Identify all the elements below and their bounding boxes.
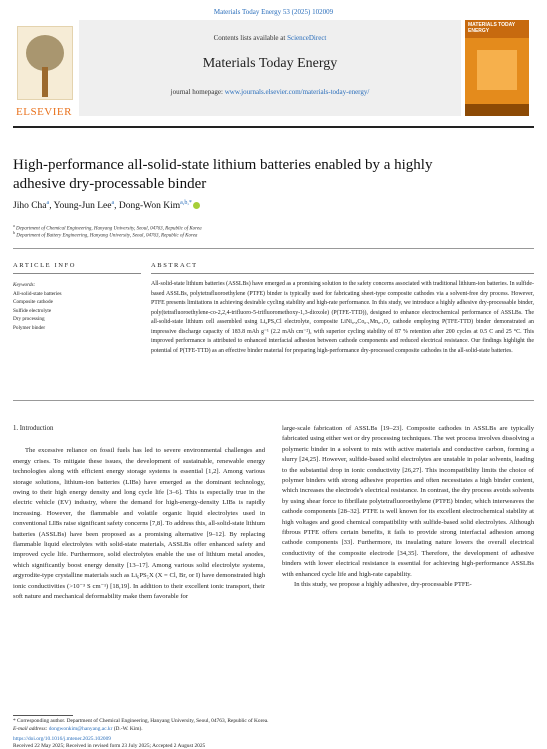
abstract-text: All-solid-state lithium batteries (ASSLBs) have emerged as a promising solution to the safety concerns associated with traditional lithium-ion batteries. In sulfide-based ASSLBs, polytetrafluoroethylene (PTFE) binder is typically used for fabricating sheet-type composite cathodes via a solvent-free dry process. However, PTFE presents limitations in achieving desirable cycling stability and high-rate performance. In this study, we introduce a highly adhesive dry-processable binder, poly(tetrafluoroethylene-co-2,2,4-trifluoro-5-trifluoromethoxy-1,3-dioxole) (P(TFE-TTD)), designed to enhance electrochemical performance of ASSLBs. The all-solid-state lithium cell assembled using Li₆PS₅Cl electrolyte, composite LiNi₀.₈Co₀.₁Mn₀.₁O₂ cathode employing P(TFE-TTD) binder demonstrated an impressive discharge capacity of 183.8 mAh g⁻¹ (2.2 mAh cm⁻²), with superior cycling stability of 87 % retention after 200 cycles at 0.5 C and 25 °C. This improved performance is attributed to enhanced interfacial adhesion between cathode components and reduced electrical resistance. Our findings highlight the potential of P(TFE-TTD) as an effective binder material for preparing high-performance dry-processed composite cathodes in the all-solid-state batteries.	[151, 281, 534, 354]
affiliation-marker: b	[13, 230, 15, 235]
cover-artwork	[477, 50, 517, 90]
orcid-icon[interactable]	[193, 202, 200, 209]
contents-prefix: Contents lists available at	[213, 34, 288, 42]
keywords-block	[13, 281, 141, 333]
tree-logo-icon	[17, 26, 73, 100]
cover-title: MATERIALS TODAY ENERGY	[468, 22, 516, 34]
tree-trunk-icon	[42, 67, 48, 97]
journal-cover-thumbnail[interactable]	[465, 20, 529, 116]
corresponding-author-note: * Corresponding author. Department of Chemical Engineering, Hanyang University, Seoul, 04763, Republic of Korea.	[13, 718, 269, 724]
cover-footer-band	[465, 104, 529, 116]
body-column-left	[13, 424, 265, 603]
affiliation-line	[13, 230, 197, 239]
keyword: All-solid-state batteries	[13, 290, 62, 297]
body-column-right	[282, 424, 534, 591]
affiliation-text: Department of Battery Engineering, Hanyang University, Seoul, 04763, Republic of Korea	[16, 233, 198, 239]
abstract-rule	[151, 273, 534, 274]
email-line	[13, 726, 143, 732]
body-paragraph: The excessive reliance on fossil fuels has led to severe environmental challenges and energy crises. To mitigate these issues, the development of sustainable, renewable energy technologies along with efficient energy storage systems is essential [1,2]. Among various storage solutions, lithium-ion batteries (LIBs) have emerged as the dominant technology, owing to their high energy density and long cycle life [3–6]. This is especially true in the electric vehicle (EV) industry, where the demand for high-energy-density LIBs is rapidly increasing. However, the flammable and volatile organic liquid electrolytes used in conventional LIBs raise significant safety concerns [7,8]. To address this, all-solid-state lithium batteries (ASSLBs) have been proposed as a promising alternative [9–12]. By replacing flammable liquid electrolytes with solid-state materials, ASSLBs offer enhanced safety and improved cycle life. Furthermore, solid electrolytes enable the use of lithium metal anodes, which significantly boost energy density [13–17]. Among various solid electrolyte systems, argyrodite-type crystalline materials such as Li₆PS₅X (X = Cl, Br, or I) have demonstrated high ionic conductivities (>10⁻³ S cm⁻¹) [18,19]. In addition to their excellent ionic transport, their soft nature and mechanical deformability make them favorable for	[13, 447, 265, 601]
homepage-link[interactable]: www.journals.elsevier.com/materials-today-energy/	[224, 88, 370, 96]
author-affiliation-marker[interactable]: a	[46, 200, 50, 206]
sciencedirect-link[interactable]: ScienceDirect	[287, 34, 327, 42]
author-affiliation-marker[interactable]: a,b,*	[180, 200, 192, 206]
keyword: Polymer binder	[13, 324, 46, 331]
author-name[interactable]: Dong-Won Kim	[118, 201, 181, 212]
masthead-divider	[13, 126, 534, 128]
author-name[interactable]: Young-Jun Lee	[53, 201, 112, 212]
section-heading: 1. Introduction	[13, 425, 54, 432]
keyword: Composite cathode	[13, 299, 53, 306]
keywords-label: Keywords:	[13, 282, 36, 288]
journal-masthead	[13, 20, 534, 124]
article-info-rule	[13, 273, 141, 274]
article-dates: Received 22 May 2025; Received in revised form 23 July 2025; Accepted 2 August 2025	[13, 743, 206, 749]
author-list: Jiho Cha$^a$, Young-Jun Lee$^a$, Dong-Won Kim$^{a,b,*}$	[13, 200, 200, 211]
author-name[interactable]: Jiho Cha	[13, 201, 47, 212]
tree-crown-icon	[26, 35, 64, 71]
keyword: Dry processing	[13, 316, 45, 323]
article-info-heading: ARTICLE INFO	[13, 262, 77, 269]
author-affiliation-marker[interactable]: a	[111, 200, 115, 206]
body-paragraph: In this study, we propose a highly adhesive, dry-processable PTFE-	[294, 581, 472, 589]
masthead-banner	[79, 20, 461, 116]
keyword: Sulfide electrolyte	[13, 307, 52, 314]
footnote-rule	[13, 715, 73, 716]
email-label: E-mail address:	[13, 726, 49, 732]
journal-title: Materials Today Energy	[202, 56, 338, 71]
affiliation-text: Department of Chemical Engineering, Hanyang University, Seoul, 04763, Republic of Korea	[16, 226, 202, 232]
abstract-heading: ABSTRACT	[151, 262, 198, 269]
section-divider	[13, 248, 534, 249]
contents-line	[79, 34, 461, 42]
homepage-line	[79, 88, 461, 96]
journal-reference[interactable]: Materials Today Energy 53 (2025) 102009	[213, 8, 334, 16]
publisher-name: ELSEVIER	[16, 106, 72, 118]
doi-link[interactable]: https://doi.org/10.1016/j.mtener.2025.102009	[13, 736, 111, 742]
email-suffix: (D.-W. Kim).	[112, 726, 143, 732]
section-divider	[13, 400, 534, 401]
homepage-prefix: journal homepage:	[170, 88, 225, 96]
elsevier-logo[interactable]	[13, 20, 75, 124]
email-link[interactable]: dongwonkim@hanyang.ac.kr	[48, 726, 113, 732]
body-paragraph: large-scale fabrication of ASSLBs [19–23]. Composite cathodes in ASSLBs are typically fabricated using either wet or dry processing techniques. The wet process involves dissolving a polymeric binder in a solvent to mix with active materials and conductive carbon, forming a slurry [24,25]. However, sulfide-based solid electrolytes are unstable in polar solvents, leading to the substantial drop in ionic conductivity [26,27]. This incompatibility limits the choice of polymer binders with strong adhesive properties and often necessitates a high binder content, which increases the electrode's electrical resistance. In contrast, the dry process avoids solvents by using shear force to fibrillate polytetrafluoroethylene (PTFE) binder, which interweaves the cathode components [28–32]. PTFE is well known for its excellent electrochemical stability at high voltages and good chemical compatibility with sulfide-based solid electrolytes. Although fibrous PTFE offers certain benefits, it fails to provide strong interfacial adhesion among cathode components [33]. Furthermore, its insulating nature lowers the overall electrical conductivity of the composite electrode [34,35]. Therefore, the development of adhesive binders with lower electrical resistance is essential for achieving high-performance ASSLBs with enhanced cycle life and high-rate capability.	[282, 425, 534, 578]
article-title: High-performance all-solid-state lithium batteries enabled by a highly adhesive dry-processable binder	[13, 157, 433, 192]
affiliation-marker: a	[13, 223, 15, 228]
